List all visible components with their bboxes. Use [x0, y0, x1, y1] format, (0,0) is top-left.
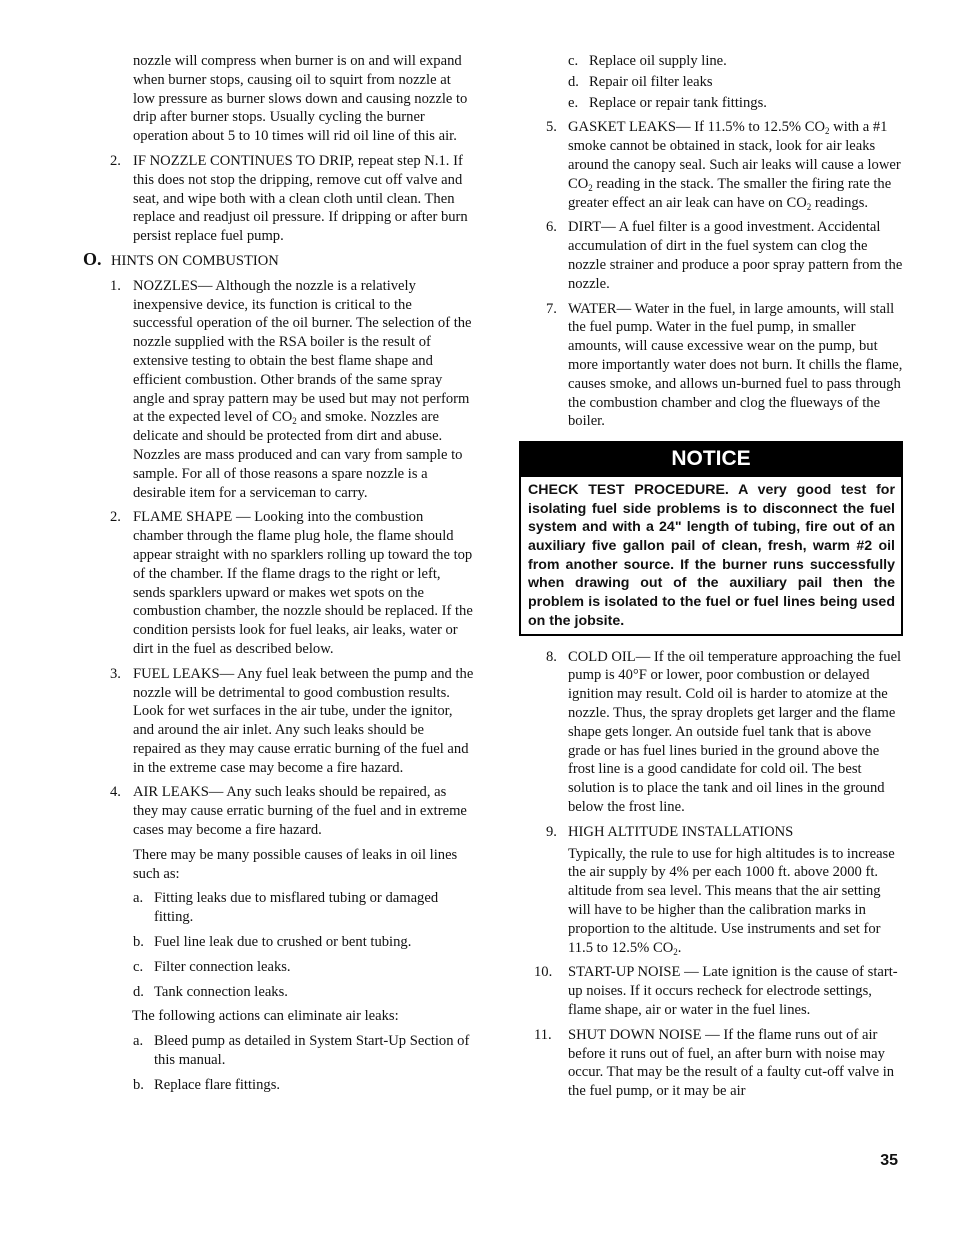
- high-altitude-paragraph: Typically, the rule to use for high altitudes is to increase the air supply by 4% per each 1000 ft. above 2000 ft. altitude from sea level. This means that the air setting will have to be higher than the calibration marks in proportion to the altitude. Use instruments and set for 11.5 to 12.5% $CO_2$.: [568, 845, 895, 957]
- item-number: 3.: [110, 665, 121, 682]
- item-number: 10.: [534, 964, 553, 981]
- list-item-gasket-leaks: [518, 118, 903, 212]
- item-text: DIRT— A fuel filter is a good investment. Accidental accumulation of dirt in the fuel system can clog the nozzle strainer and produce a poor spray pattern from the nozzle.: [568, 219, 903, 292]
- sub-list-item: a. Fitting leaks due to misflared tubing or damaged fitting.: [133, 890, 439, 926]
- page-number: 35: [880, 1152, 898, 1169]
- item-text: FUEL LEAKS— Any fuel leak between the pump and the nozzle will be detrimental to good combustion results. Look for wet surfaces in the air tube, under the ignitor, and around the air inlet. Any such leaks should be repaired as they may cause erratic burning of the fuel and in the extreme case may become a fire hazard.: [133, 665, 474, 776]
- actions-intro: The following actions can eliminate air leaks:: [132, 1008, 399, 1025]
- air-leaks-causes-intro: There may be many possible causes of leaks in oil lines such as:: [133, 846, 458, 882]
- list-item-high-altitude: [518, 823, 903, 842]
- item-number: 4.: [110, 784, 121, 801]
- item-number: 7.: [546, 300, 557, 317]
- list-item-nozzles: [80, 277, 475, 503]
- section-heading: [80, 248, 475, 271]
- sub-list-item: d. Tank connection leaks.: [133, 983, 288, 1000]
- item-text: AIR LEAKS— Any such leaks should be repaired, as they may cause erratic burning of the fuel and in extreme cases may become a fire hazard.: [133, 784, 467, 839]
- item-text: NOZZLES— Although the nozzle is a relatively inexpensive device, its function is critical to the successful operation of the oil burner. The selection of the nozzle supplied with the RSA boiler is the result of extensive testing to obtain the best flame shape and efficient combustion. Other brands of the same spray angle and spray pattern may be used but may not perform at the expected level of $CO_2$ and smoke. Nozzles are delicate and should be protected from dirt and abuse. Nozzles are mass produced and can vary from sample to sample. For all of those reasons a spare nozzle is a desirable item for a serviceman to carry.: [133, 277, 472, 501]
- item-number: 6.: [546, 219, 557, 236]
- item-text: SHUT DOWN NOISE — If the flame runs out of air before it runs out of fuel, an after burn with noise may occur. That may be the result of a faulty cut-off valve in the fuel pump, or it may be air: [568, 1026, 895, 1100]
- item-text: FLAME SHAPE — Looking into the combustion chamber through the flame plug hole, the flame should appear straight with no sparklers rolling up toward the top of the chamber. If the flame drags to the right or left, sends sparklers upward or makes wet spots on the combustion chamber, the nozzle should be replaced. If the condition persists look for fuel leaks, air leaks, water or dirt in the fuel as described below.: [133, 509, 473, 657]
- sub-list-item: e. Replace or repair tank fittings.: [568, 94, 767, 111]
- notice-text: CHECK TEST PROCEDURE. A very good test for isolating fuel side problems is to disconnect the fuel system and with a 24" length of tubing, fire out of an auxiliary five gallon pail of clean, fresh, warm #2 oil from another source. If the burner runs successfully when drawing out of the auxiliary pail then the problem is isolated to the fuel or fuel lines being used on the jobsite.: [528, 481, 895, 629]
- item-text: HIGH ALTITUDE INSTALLATIONS: [568, 823, 794, 840]
- sub-list-item: c. Replace oil supply line.: [568, 53, 727, 69]
- item-number: 5.: [546, 119, 557, 136]
- section-letter: O.: [83, 248, 102, 269]
- sub-list-item: c. Filter connection leaks.: [133, 958, 291, 975]
- item-text: START-UP NOISE — Late ignition is the cause of start-up noises. If it occurs recheck for electrode settings, flame shape, air or water in the fuel lines.: [568, 964, 898, 1018]
- list-item-water: [518, 300, 903, 432]
- notice-box: [519, 441, 903, 635]
- item-text: IF NOZZLE CONTINUES TO DRIP, repeat step N.1. If this does not stop the dripping, remove cut off valve and seat, and wipe both with a clean cloth until clean. Then replace and readjust oil pressure. If dripping or after burn persist replace fuel pump.: [133, 152, 468, 245]
- item-number: 2.: [110, 152, 121, 169]
- item-number: 9.: [546, 823, 557, 840]
- item-number: 1.: [110, 277, 121, 294]
- item-number: 11.: [534, 1026, 552, 1043]
- item-number: 2.: [110, 509, 121, 526]
- section-title: HINTS ON COMBUSTION: [111, 252, 279, 269]
- list-item-dirt: [518, 218, 903, 293]
- list-item-flame-shape: [80, 508, 475, 658]
- item-text: COLD OIL— If the oil temperature approaching the fuel pump is 40°F or lower, poor combustion or delayed ignition may result. Cold oil is harder to atomize at the nozzle. Thus, the spray droplets get larger and the flame shape gets longer. An outside fuel tank that is above grade or has fuel lines buried in the ground above the frost line is a good candidate for cold oil. The best solution is to place the tank and oil lines in the ground below the frost line.: [568, 648, 902, 815]
- notice-title: NOTICE: [521, 443, 901, 477]
- sub-list-item: b. Fuel line leak due to crushed or bent tubing.: [133, 934, 412, 951]
- list-item-air-leaks: [80, 783, 475, 839]
- list-item: [80, 152, 475, 246]
- list-item-start-up-noise: [518, 963, 903, 1019]
- sub-list-item: a. Bleed pump as detailed in System Start-Up Section of this manual.: [133, 1033, 470, 1069]
- sub-list-item: d. Repair oil filter leaks: [568, 73, 713, 90]
- left-column: [80, 52, 475, 1101]
- list-item-cold-oil: [518, 648, 903, 817]
- item-number: 8.: [546, 648, 557, 665]
- list-item-shut-down-noise: [518, 1026, 903, 1101]
- right-column: [518, 52, 903, 1107]
- sub-list-item: b. Replace flare fittings.: [133, 1076, 281, 1093]
- intro-paragraph: nozzle will compress when burner is on and will expand when burner stops, causing oil to squirt from nozzle at low pressure as burner slows down and causing nozzle to drip after burner stops. Usually cycling the burner operation about 5 to 10 times will rid oil line of this air.: [133, 53, 468, 145]
- item-text: GASKET LEAKS— If 11.5% to 12.5% $CO_2$ with a #1 smoke cannot be obtained in stack, look for air leaks around the canopy seal. Such air leaks will cause a lower $CO_2$ reading in the stack. The smaller the firing rate the greater effect an air leak can have on $CO_2$ readings.: [568, 119, 901, 212]
- list-item-fuel-leaks: [80, 665, 475, 778]
- item-text: WATER— Water in the fuel, in large amounts, will stall the fuel pump. Water in the fuel pump, in smaller amounts, will cause excessive wear on the pump, but more importantly water does not burn. It chills the flame, causes smoke, and allows un-burned fuel to pass through the combustion chamber and clog the flueways of the boiler.: [568, 300, 903, 430]
